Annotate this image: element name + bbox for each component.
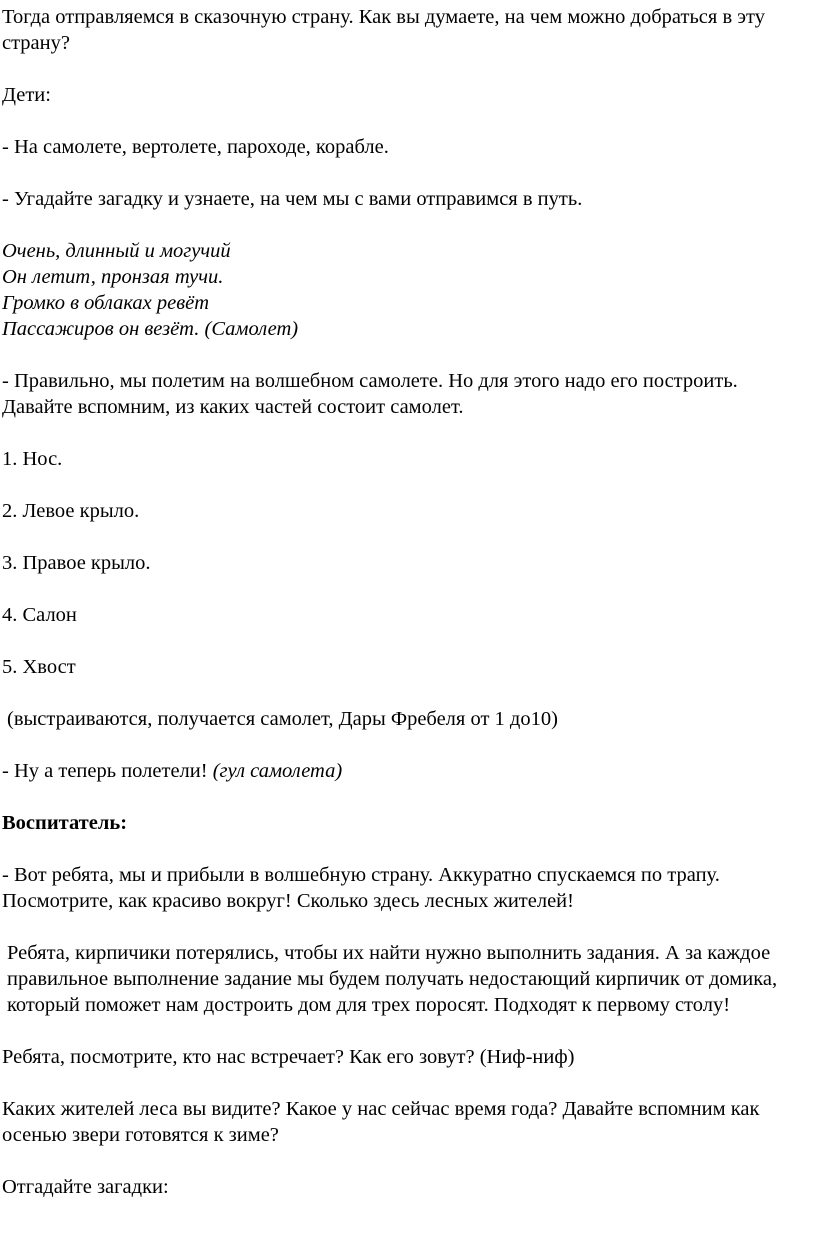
riddle-line: Он летит, пронзая тучи.	[2, 266, 224, 288]
greeting-paragraph: Ребята, посмотрите, кто нас встречает? Как его зовут? (Ниф-ниф)	[2, 1046, 575, 1068]
fly-remark: (гул самолета)	[212, 760, 343, 782]
children-label: Дети:	[2, 84, 51, 106]
riddle-line: Пассажиров он везёт. (Самолет)	[2, 318, 299, 340]
plane-part-item: 2. Левое крыло.	[2, 500, 140, 522]
riddle-line: Громко в облаках ревёт	[2, 292, 210, 314]
plane-part-item: 5. Хвост	[2, 656, 76, 678]
remark-paragraph: (выстраиваются, получается самолет, Дары Фребеля от 1 до10)	[7, 708, 558, 730]
riddle-prompt: - Угадайте загадку и узнаете, на чем мы с вами отправимся в путь.	[2, 188, 583, 210]
fly-text: - Ну а теперь полетели!	[2, 760, 208, 782]
riddle-line: Очень, длинный и могучий	[2, 240, 231, 262]
riddles-heading: Отгадайте загадки:	[2, 1176, 169, 1198]
plane-part-item: 3. Правое крыло.	[2, 552, 151, 574]
arrival-paragraph: - Вот ребята, мы и прибыли в волшебную страну. Аккуратно спускаемся по трапу. Посмотрите, как красиво вокруг! Сколько здесь лесных жителей!	[2, 864, 720, 912]
children-answer: - На самолете, вертолете, пароходе, корабле.	[2, 136, 389, 158]
fly-paragraph	[2, 758, 812, 784]
build-plane-paragraph: - Правильно, мы полетим на волшебном самолете. Но для этого надо его построить. Давайте вспомним, из каких частей состоит самолет.	[2, 370, 738, 418]
plane-part-item: 1. Нос.	[2, 448, 63, 470]
teacher-label: Воспитатель:	[2, 812, 128, 834]
questions-paragraph: Каких жителей леса вы видите? Какое у нас сейчас время года? Давайте вспомним как осенью звери готовятся к зиме?	[2, 1098, 760, 1146]
riddle-poem	[2, 238, 812, 342]
tasks-paragraph: Ребята, кирпичики потерялись, чтобы их найти нужно выполнить задания. А за каждое правильное выполнение задание мы будем получать недостающий кирпичик от домика, который поможет нам достроить дом для трех поросят. Подходят к первому столу!	[7, 942, 778, 1016]
plane-part-item: 4. Салон	[2, 604, 77, 626]
intro-paragraph: Тогда отправляемся в сказочную страну. Как вы думаете, на чем можно добраться в эту страну?	[2, 6, 765, 54]
